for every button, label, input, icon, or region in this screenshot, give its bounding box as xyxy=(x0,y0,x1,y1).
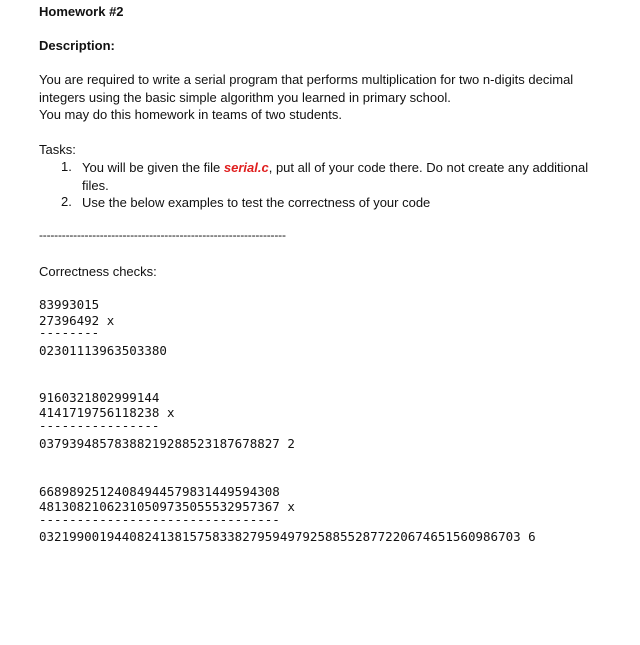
separator-line: ----------------------------------------------------------------- xyxy=(39,228,286,242)
example-3-multiply-sign: x xyxy=(287,499,295,514)
example-1-operand-b: 27396492 xyxy=(39,313,100,328)
description-line-3: You may do this homework in teams of two students. xyxy=(39,107,343,122)
task-number-1: 1. xyxy=(61,159,72,174)
example-3-result: 0321990019440824138157583382795949792588552877220674651560986703 6 xyxy=(39,529,536,544)
example-2-operand-a: 9160321802999144 xyxy=(39,390,160,405)
description-line-2: integers using the basic simple algorithm you learned in primary school. xyxy=(39,89,451,105)
example-2-result: 03793948578388219288523187678827 2 xyxy=(39,436,295,451)
serial-c-filename: serial.c xyxy=(223,160,269,175)
task-text-2: Use the below examples to test the correctness of your code xyxy=(82,195,431,210)
example-3-operand-a: 66898925124084944579831449594308 xyxy=(39,484,280,499)
description-heading: Description: xyxy=(39,38,115,53)
example-1-result: 02301113963503380 xyxy=(39,343,167,358)
task-1-prefix: You will be given the file xyxy=(82,160,224,175)
example-2-operand-b: 4141719756118238 xyxy=(39,405,160,420)
tasks-heading: Tasks: xyxy=(39,142,76,157)
correctness-checks-heading: Correctness checks: xyxy=(39,264,157,279)
example-3-operand-b: 48130821062310509735055532957367 xyxy=(39,499,280,514)
description-line-1: You are required to write a serial program that performs multiplication for two n-digits decimal xyxy=(39,72,574,87)
task-text-1 xyxy=(82,159,622,194)
homework-title: Homework #2 xyxy=(39,4,124,19)
task-number-2: 2. xyxy=(61,194,72,209)
example-1-operand-a: 83993015 xyxy=(39,297,100,312)
description-paragraph xyxy=(39,71,573,124)
task-1-suffix-line2: files. xyxy=(82,177,109,193)
task-1-suffix: , put all of your code there. Do not create any additional xyxy=(268,160,589,175)
example-3-rule: -------------------------------- xyxy=(39,512,280,527)
example-1-rule: -------- xyxy=(39,325,100,340)
example-1-multiply-sign: x xyxy=(106,313,115,328)
example-2-rule: ---------------- xyxy=(39,418,160,433)
example-2-multiply-sign: x xyxy=(166,405,175,420)
